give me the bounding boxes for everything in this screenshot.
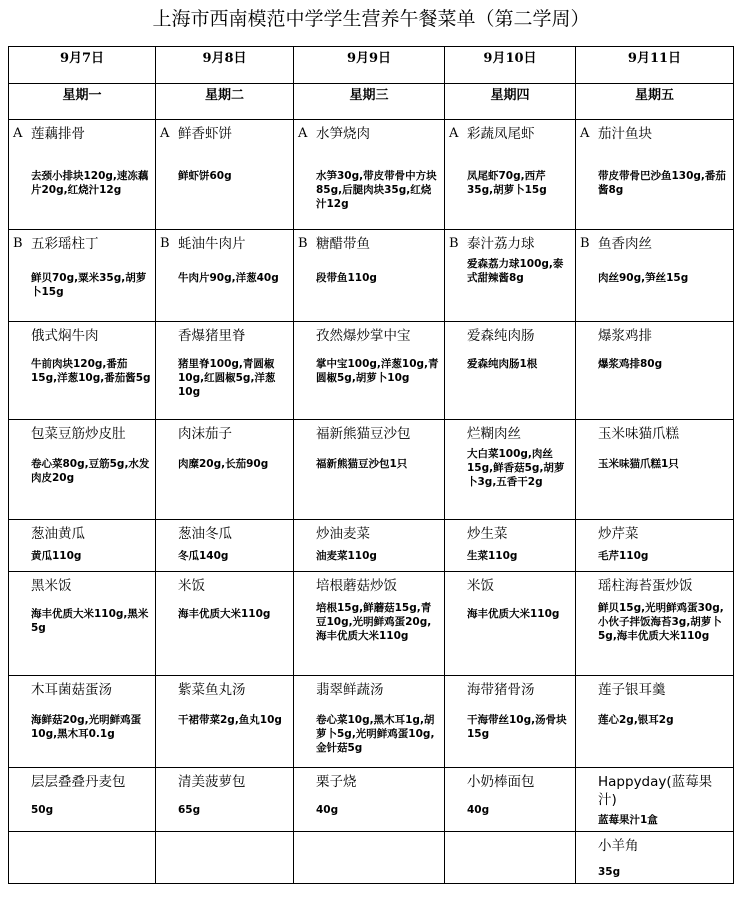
dish-name: 葱油冬瓜 bbox=[178, 526, 232, 542]
dish bbox=[13, 327, 151, 345]
dish bbox=[449, 125, 571, 143]
dish-option-tag bbox=[580, 525, 598, 543]
dish bbox=[160, 577, 289, 595]
dish-name: 炒油麦菜 bbox=[316, 526, 370, 542]
dish bbox=[449, 425, 571, 443]
dish bbox=[160, 235, 289, 253]
dish bbox=[13, 773, 151, 791]
dish-option-tag: B bbox=[160, 236, 170, 251]
dish bbox=[13, 681, 151, 699]
dish-ingredients: 鲜虾饼60g bbox=[178, 170, 232, 182]
dish-ingredients: 爆浆鸡排80g bbox=[598, 358, 663, 370]
dish-ingredients: 大白菜100g,肉丝15g,鲜香菇5g,胡萝卜3g,五香干2g bbox=[467, 448, 565, 488]
dish-name: 鲜香虾饼 bbox=[178, 126, 232, 142]
dish-option-tag bbox=[13, 773, 31, 791]
menu-cell bbox=[9, 322, 156, 420]
dish-ingredients: 爱森荔力球100g,泰式甜辣酱8g bbox=[467, 258, 564, 284]
date-header: 9月9日 bbox=[294, 47, 445, 84]
menu-row bbox=[9, 420, 734, 520]
dish bbox=[160, 327, 289, 345]
dish bbox=[13, 525, 151, 543]
menu-row bbox=[9, 120, 734, 230]
dish-name: 俄式焖牛肉 bbox=[31, 328, 99, 344]
dish-name: 小羊角 bbox=[598, 838, 639, 854]
dish-option-tag bbox=[160, 577, 178, 595]
date-row bbox=[9, 47, 734, 84]
dish-option-tag: B bbox=[580, 236, 590, 251]
dish-ingredients: 段带鱼110g bbox=[316, 272, 377, 284]
dish-name: 泰汁荔力球 bbox=[467, 236, 535, 252]
dish-ingredients: 海丰优质大米110g bbox=[178, 608, 271, 620]
dish-ingredients: 肉糜20g,长茄90g bbox=[178, 458, 269, 470]
menu-cell bbox=[445, 230, 576, 322]
dish-ingredients: 干裙带菜2g,鱼丸10g bbox=[178, 714, 282, 726]
dish-option-tag bbox=[580, 837, 598, 855]
dish-option-tag bbox=[298, 425, 316, 443]
dish bbox=[13, 235, 151, 253]
menu-cell bbox=[156, 120, 294, 230]
menu-cell bbox=[294, 676, 445, 768]
menu-cell bbox=[294, 230, 445, 322]
dish bbox=[298, 773, 440, 791]
date-header: 9月8日 bbox=[156, 47, 294, 84]
dish bbox=[449, 773, 571, 791]
dish bbox=[298, 125, 440, 143]
dish-option-tag bbox=[13, 681, 31, 699]
dish-ingredients: 40g bbox=[467, 804, 490, 816]
dish-option-tag bbox=[449, 425, 467, 443]
menu-cell bbox=[156, 832, 294, 884]
dish-ingredients: 凤尾虾70g,西芹35g,胡萝卜15g bbox=[467, 170, 547, 196]
dish-option-tag bbox=[160, 773, 178, 791]
weekday-header: 星期一 bbox=[9, 84, 156, 120]
dish-option-tag: B bbox=[298, 236, 308, 251]
dish-name: 莲子银耳羹 bbox=[598, 682, 666, 698]
dish bbox=[449, 577, 571, 595]
menu-cell bbox=[576, 322, 734, 420]
dish bbox=[160, 125, 289, 143]
dish-ingredients: 35g bbox=[598, 866, 621, 878]
menu-cell bbox=[156, 572, 294, 676]
menu-row bbox=[9, 520, 734, 572]
weekday-row bbox=[9, 84, 734, 120]
dish-ingredients: 海丰优质大米110g,黑米5g bbox=[31, 608, 149, 634]
date-header: 9月10日 bbox=[445, 47, 576, 84]
dish-option-tag bbox=[449, 577, 467, 595]
dish-ingredients: 冬瓜140g bbox=[178, 550, 229, 562]
dish-name: 米饭 bbox=[178, 578, 205, 594]
dish bbox=[13, 577, 151, 595]
dish-ingredients: 海丰优质大米110g bbox=[467, 608, 560, 620]
dish-name: 炒生菜 bbox=[467, 526, 508, 542]
menu-cell bbox=[9, 832, 156, 884]
dish-name: 层层叠叠丹麦包 bbox=[31, 774, 126, 790]
menu-row bbox=[9, 676, 734, 768]
dish-name: 水笋烧肉 bbox=[316, 126, 370, 142]
menu-cell bbox=[445, 322, 576, 420]
date-header: 9月11日 bbox=[576, 47, 734, 84]
dish bbox=[13, 425, 151, 443]
menu-cell bbox=[576, 230, 734, 322]
dish-name: 蚝油牛肉片 bbox=[178, 236, 246, 252]
menu-cell bbox=[9, 676, 156, 768]
menu-cell bbox=[294, 420, 445, 520]
weekday-header: 星期三 bbox=[294, 84, 445, 120]
dish-name: 彩蔬凤尾虾 bbox=[467, 126, 535, 142]
dish-option-tag: B bbox=[13, 236, 23, 251]
dish-name: 小奶棒面包 bbox=[467, 774, 535, 790]
dish-name: 鱼香肉丝 bbox=[598, 236, 652, 252]
dish-ingredients: 海鲜菇20g,光明鲜鸡蛋10g,黑木耳0.1g bbox=[31, 714, 142, 740]
dish-option-tag bbox=[580, 577, 598, 595]
menu-cell bbox=[9, 572, 156, 676]
dish-ingredients: 65g bbox=[178, 804, 201, 816]
dish bbox=[580, 681, 729, 699]
menu-cell bbox=[9, 420, 156, 520]
menu-cell bbox=[576, 520, 734, 572]
menu-cell bbox=[156, 420, 294, 520]
menu-cell bbox=[445, 676, 576, 768]
menu-cell bbox=[294, 832, 445, 884]
dish-option-tag: A bbox=[449, 126, 459, 141]
dish-ingredients: 牛肉片90g,洋葱40g bbox=[178, 272, 279, 284]
dish-ingredients: 培根15g,鲜蘑菇15g,青豆10g,光明鲜鸡蛋20g,海丰优质大米110g bbox=[316, 602, 432, 642]
dish-option-tag bbox=[298, 525, 316, 543]
dish-option-tag bbox=[580, 327, 598, 345]
menu-cell bbox=[576, 420, 734, 520]
dish bbox=[449, 681, 571, 699]
dish-ingredients: 带皮带骨巴沙鱼130g,番茄酱8g bbox=[598, 170, 726, 196]
dish bbox=[160, 425, 289, 443]
menu-cell bbox=[294, 572, 445, 676]
dish-name: 黑米饭 bbox=[31, 578, 72, 594]
menu-cell bbox=[294, 322, 445, 420]
dish-ingredients: 毛芹110g bbox=[598, 550, 649, 562]
dish bbox=[580, 125, 729, 143]
menu-cell bbox=[445, 572, 576, 676]
dish bbox=[449, 327, 571, 345]
dish-ingredients: 莲心2g,银耳2g bbox=[598, 714, 674, 726]
menu-cell bbox=[9, 520, 156, 572]
menu-cell bbox=[294, 120, 445, 230]
dish-option-tag bbox=[449, 327, 467, 345]
dish-ingredients: 鲜贝15g,光明鲜鸡蛋30g,小伙子拌饭海苔3g,胡萝卜5g,海丰优质大米110g bbox=[598, 602, 724, 642]
menu-cell bbox=[156, 768, 294, 832]
dish-name: 爱森纯肉肠 bbox=[467, 328, 535, 344]
menu-row bbox=[9, 768, 734, 832]
dish-ingredients: 福新熊猫豆沙包1只 bbox=[316, 458, 408, 470]
date-header: 9月7日 bbox=[9, 47, 156, 84]
weekday-header: 星期四 bbox=[445, 84, 576, 120]
dish-name: 清美菠萝包 bbox=[178, 774, 246, 790]
dish-option-tag bbox=[298, 577, 316, 595]
dish-option-tag bbox=[580, 681, 598, 699]
dish-name: 翡翠鲜蔬汤 bbox=[316, 682, 384, 698]
dish-ingredients: 干海带丝10g,汤骨块15g bbox=[467, 714, 567, 740]
dish bbox=[160, 773, 289, 791]
dish-option-tag bbox=[298, 681, 316, 699]
menu-cell bbox=[445, 420, 576, 520]
dish-ingredients: 玉米味猫爪糕1只 bbox=[598, 458, 679, 470]
dish-name: 紫菜鱼丸汤 bbox=[178, 682, 246, 698]
dish-name: 葱油黄瓜 bbox=[31, 526, 85, 542]
dish bbox=[13, 125, 151, 143]
dish bbox=[160, 681, 289, 699]
menu-cell bbox=[576, 572, 734, 676]
dish-ingredients: 黄瓜110g bbox=[31, 550, 82, 562]
menu-row bbox=[9, 572, 734, 676]
dish-ingredients: 40g bbox=[316, 804, 339, 816]
dish-name: 米饭 bbox=[467, 578, 494, 594]
dish bbox=[580, 425, 729, 443]
dish bbox=[580, 837, 729, 855]
dish-name: 爆浆鸡排 bbox=[598, 328, 652, 344]
dish-ingredients: 去颈小排块120g,速冻藕片20g,红烧汁12g bbox=[31, 170, 149, 196]
dish-option-tag bbox=[298, 327, 316, 345]
dish bbox=[298, 525, 440, 543]
menu-cell bbox=[156, 520, 294, 572]
dish-name: 香爆猪里脊 bbox=[178, 328, 246, 344]
menu-cell bbox=[576, 120, 734, 230]
dish-name: 栗子烧 bbox=[316, 774, 357, 790]
dish-option-tag bbox=[449, 525, 467, 543]
dish bbox=[298, 577, 440, 595]
dish-option-tag bbox=[13, 327, 31, 345]
dish-ingredients: 生菜110g bbox=[467, 550, 518, 562]
menu-row bbox=[9, 230, 734, 322]
dish bbox=[580, 235, 729, 253]
dish bbox=[580, 577, 729, 595]
dish-name: 炒芹菜 bbox=[598, 526, 639, 542]
dish bbox=[449, 235, 571, 253]
menu-row bbox=[9, 322, 734, 420]
dish-ingredients: 卷心菜80g,豆筋5g,水发肉皮20g bbox=[31, 458, 150, 484]
dish bbox=[580, 773, 729, 809]
menu-cell bbox=[445, 768, 576, 832]
menu-cell bbox=[294, 520, 445, 572]
dish-option-tag bbox=[449, 773, 467, 791]
dish-name: 烂糊肉丝 bbox=[467, 426, 521, 442]
dish-option-tag: A bbox=[13, 126, 23, 141]
dish-option-tag bbox=[580, 425, 598, 443]
menu-cell bbox=[9, 120, 156, 230]
menu-cell bbox=[156, 676, 294, 768]
dish-ingredients: 肉丝90g,笋丝15g bbox=[598, 272, 689, 284]
dish-name: 茄汁鱼块 bbox=[598, 126, 652, 142]
dish bbox=[298, 327, 440, 345]
dish bbox=[298, 681, 440, 699]
menu-cell bbox=[9, 230, 156, 322]
dish-option-tag: A bbox=[160, 126, 170, 141]
dish-ingredients: 水笋30g,带皮带骨中方块85g,后腿肉块35g,红烧汁12g bbox=[316, 170, 437, 210]
dish-name: Happyday(蓝莓果汁) bbox=[598, 774, 713, 808]
dish-name: 玉米味猫爪糕 bbox=[598, 426, 679, 442]
menu-cell bbox=[576, 768, 734, 832]
dish-option-tag: B bbox=[449, 236, 459, 251]
dish-option-tag bbox=[13, 525, 31, 543]
menu-cell bbox=[156, 230, 294, 322]
dish bbox=[298, 235, 440, 253]
menu-cell bbox=[445, 832, 576, 884]
dish-option-tag bbox=[13, 577, 31, 595]
menu-table bbox=[8, 46, 734, 884]
dish-ingredients: 卷心菜10g,黑木耳1g,胡萝卜5g,光明鲜鸡蛋10g,金针菇5g bbox=[316, 714, 435, 754]
menu-cell bbox=[294, 768, 445, 832]
dish-ingredients: 猪里脊100g,青圆椒10g,红圆椒5g,洋葱10g bbox=[178, 358, 276, 398]
menu-cell bbox=[445, 120, 576, 230]
dish-ingredients: 油麦菜110g bbox=[316, 550, 377, 562]
dish bbox=[298, 425, 440, 443]
dish-ingredients: 50g bbox=[31, 804, 54, 816]
dish-option-tag bbox=[580, 773, 598, 809]
dish bbox=[580, 525, 729, 543]
dish-name: 五彩瑶柱丁 bbox=[31, 236, 99, 252]
dish bbox=[580, 327, 729, 345]
menu-cell bbox=[576, 832, 734, 884]
dish-ingredients: 掌中宝100g,洋葱10g,青圆椒5g,胡萝卜10g bbox=[316, 358, 439, 384]
dish-option-tag: A bbox=[298, 126, 308, 141]
dish-name: 糖醋带鱼 bbox=[316, 236, 370, 252]
weekday-header: 星期五 bbox=[576, 84, 734, 120]
dish-name: 孜然爆炒掌中宝 bbox=[316, 328, 411, 344]
dish-option-tag bbox=[13, 425, 31, 443]
dish-name: 莲藕排骨 bbox=[31, 126, 85, 142]
dish-name: 福新熊猫豆沙包 bbox=[316, 426, 411, 442]
dish-name: 包菜豆筋炒皮肚 bbox=[31, 426, 126, 442]
dish-ingredients: 蓝莓果汁1盒 bbox=[598, 814, 658, 826]
menu-cell bbox=[156, 322, 294, 420]
dish-name: 肉沫茄子 bbox=[178, 426, 232, 442]
dish-option-tag bbox=[160, 425, 178, 443]
dish-name: 培根蘑菇炒饭 bbox=[316, 578, 397, 594]
menu-cell bbox=[9, 768, 156, 832]
dish-option-tag bbox=[160, 327, 178, 345]
dish-ingredients: 牛前肉块120g,番茄15g,洋葱10g,番茄酱5g bbox=[31, 358, 151, 384]
dish-name: 瑶柱海苔蛋炒饭 bbox=[598, 578, 693, 594]
weekday-header: 星期二 bbox=[156, 84, 294, 120]
menu-cell bbox=[445, 520, 576, 572]
dish-name: 木耳菌菇蛋汤 bbox=[31, 682, 112, 698]
dish bbox=[449, 525, 571, 543]
menu-cell bbox=[576, 676, 734, 768]
dish-option-tag bbox=[449, 681, 467, 699]
menu-row bbox=[9, 832, 734, 884]
dish-option-tag bbox=[160, 525, 178, 543]
dish-ingredients: 鲜贝70g,粟米35g,胡萝卜15g bbox=[31, 272, 147, 298]
dish-option-tag: A bbox=[580, 126, 590, 141]
dish bbox=[160, 525, 289, 543]
page-title: 上海市西南模范中学学生营养午餐菜单（第二学周） bbox=[152, 8, 590, 30]
dish-name: 海带猪骨汤 bbox=[467, 682, 535, 698]
dish-option-tag bbox=[298, 773, 316, 791]
dish-option-tag bbox=[160, 681, 178, 699]
dish-ingredients: 爱森纯肉肠1根 bbox=[467, 358, 538, 370]
